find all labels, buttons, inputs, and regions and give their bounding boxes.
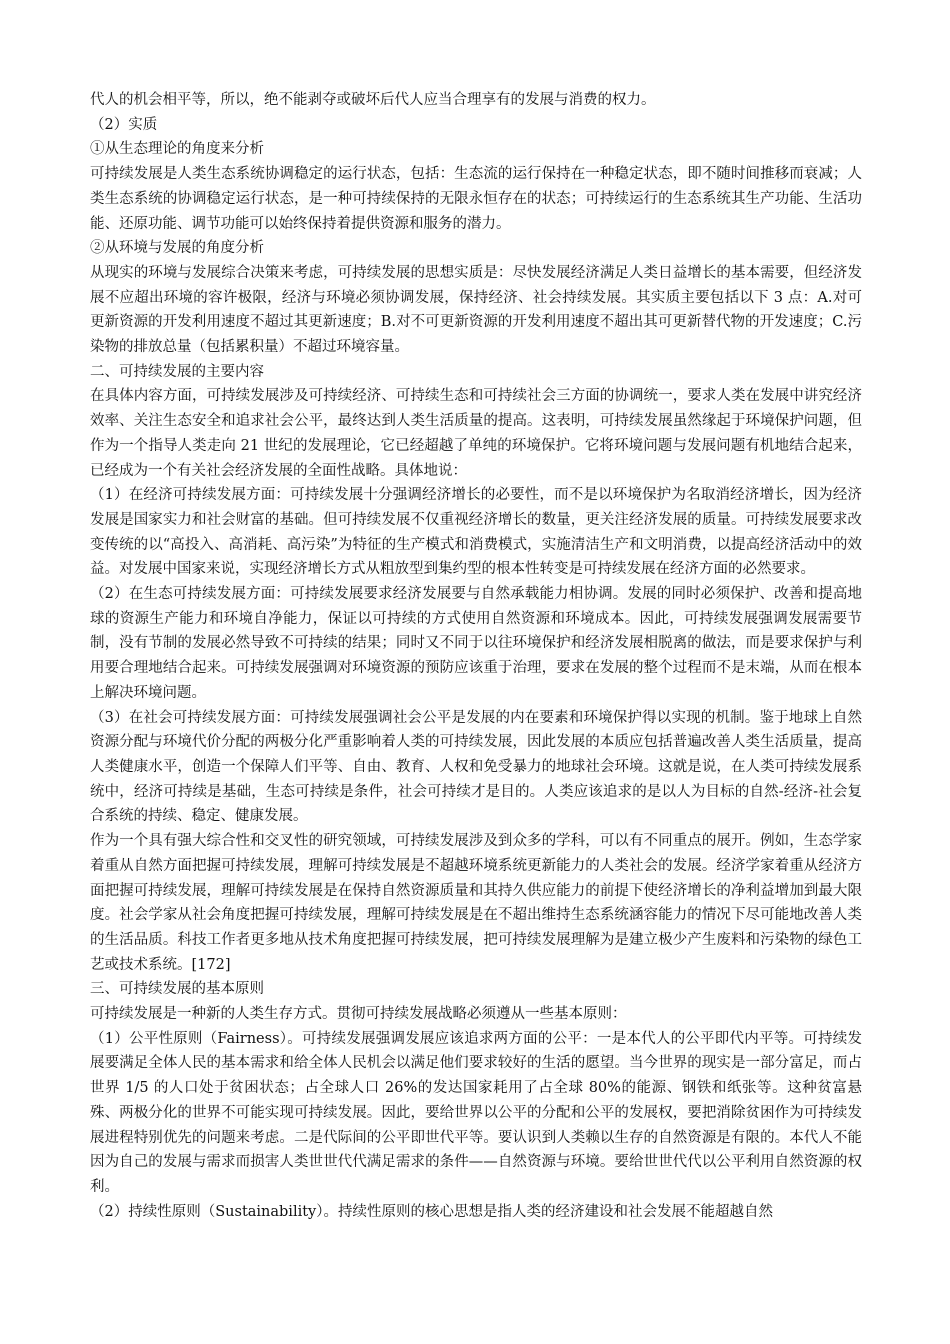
- paragraph-principles-intro: 可持续发展是一种新的人类生存方式。贯彻可持续发展战略必须遵从一些基本原则：: [90, 1006, 627, 1023]
- paragraph-economic-sustainability: （1）在经济可持续发展方面：可持续发展十分强调经济增长的必要性，而不是以环境保护为名取消经济增长，因为经济发展是国家实力和社会财富的基础。但可持续发展不仅重视经济增长的数量，更关注经济发展的质量。可持续发展要求改变传统的以“高投入、高消耗、高污染”为特征的生产模式和消费模式，实施清洁生产和文明消费，以提高经济活动中的效益。对发展中国家来说，实现经济增长方式从粗放型到集约型的根本性转变是可持续发展在经济方面的必然要求。: [90, 487, 862, 578]
- paragraph-intro-continuation: 代人的机会相平等，所以，绝不能剥夺或破坏后代人应当合理享有的发展与消费的权力。: [90, 92, 656, 108]
- paragraph-fairness-principle: （1）公平性原则（Fairness）。可持续发展强调发展应该追求两方面的公平：一是本代人的公平即代内平等。可持续发展要满足全体人民的基本需求和给全体人民机会以满足他们要求较好的生活的愿望。当今世界的现实是一部分富足，而占世界 1/5 的人口处于贫困状态；占全球人口 26%的发达国家耗用了占全球 80%的能源、钢铁和纸张等。这种贫富悬殊、两极分化的世界不可能实现可持续发展。因此，要给世界以公平的分配和公平的发展权，要把消除贫困作为可持续发展进程特别优先的问题来考虑。二是代际间的公平即世代平等。要认识到人类赖以生存的自然资源是有限的。本代人不能因为自己的发展与需求而损害人类世世代代满足需求的条件——自然资源与环境。要给世世代代以公平利用自然资源的权利。: [90, 1030, 862, 1195]
- heading-basic-principles: 三、可持续发展的基本原则: [90, 981, 264, 998]
- paragraph-ecology-analysis: 可持续发展是人类生态系统协调稳定的运行状态，包括：生态流的运行保持在一种稳定状态，即不随时间推移而衰减；人类生态系统的协调稳定运行状态，是一种可持续保持的无限永恒存在的状态；可持续运行的生态系统其生产功能、生活功能、还原功能、调节功能可以始终保持着提供资源和服务的潜力。: [90, 166, 862, 232]
- paragraph-disciplinary-views: 作为一个具有强大综合性和交叉性的研究领域，可持续发展涉及到众多的学科，可以有不同重点的展开。例如，生态学家着重从自然方面把握可持续发展，理解可持续发展是不超越环境系统更新能力的人类社会的发展。经济学家着重从经济方面把握可持续发展，理解可持续发展是在保持自然资源质量和其持久供应能力的前提下使经济增长的净利益增加到最大限度。社会学家从社会角度把握可持续发展，理解可持续发展是在不超出维持生态系统涵容能力的情况下尽可能地改善人类的生活品质。科技工作者更多地从技术角度把握可持续发展，把可持续发展理解为是建立极少产生废料和污染物的绿色工艺或技术系统。[172]: [90, 833, 862, 973]
- heading-main-content: 二、可持续发展的主要内容: [90, 363, 264, 380]
- heading-essence: （2）实质: [90, 116, 158, 133]
- heading-environment-perspective: ②从环境与发展的角度分析: [90, 240, 264, 257]
- paragraph-social-sustainability: （3）在社会可持续发展方面：可持续发展强调社会公平是发展的内在要素和环境保护得以实现的机制。鉴于地球上自然资源分配与环境代价分配的两极分化严重影响着人类的可持续发展，因此发展的本质应包括普遍改善人类生活质量，提高人类健康水平，创造一个保障人们平等、自由、教育、人权和免受暴力的地球社会环境。这就是说，在人类可持续发展系统中，经济可持续是基础，生态可持续是条件，社会可持续才是目的。人类应该追求的是以人为目标的自然-经济-社会复合系统的持续、稳定、健康发展。: [90, 709, 862, 825]
- paragraph-ecological-sustainability: （2）在生态可持续发展方面：可持续发展要求经济发展要与自然承载能力相协调。发展的同时必须保护、改善和提高地球的资源生产能力和环境自净能力，保证以可持续的方式使用自然资源和环境成本。因此，可持续发展强调发展需要节制，没有节制的发展必然导致不可持续的结果；同时又不同于以往环境保护和经济发展相脱离的做法，而是要求保护与利用要合理地结合起来。可持续发展强调对环境资源的预防应该重于治理，要求在发展的整个过程而不是末端，从而在根本上解决环境问题。: [90, 586, 862, 701]
- paragraph-environment-analysis: 从现实的环境与发展综合决策来考虑，可持续发展的思想实质是：尽快发展经济满足人类日益增长的基本需要，但经济发展不应超出环境的容许极限，经济与环境必须协调发展，保持经济、社会持续发展。其实质主要包括以下 3 点：A.对可更新资源的开发利用速度不超过其更新速度；B.对不可更新资源的开发利用速度不超出其可更新替代物的开发速度；C.污染物的排放总量（包括累积量）不超过环境容量。: [90, 264, 862, 356]
- document-page: [90, 88, 862, 1224]
- paragraph-content-overview: 在具体内容方面，可持续发展涉及可持续经济、可持续生态和可持续社会三方面的协调统一，要求人类在发展中讲究经济效率、关注生态安全和追求社会公平，最终达到人类生活质量的提高。这表明，可持续发展虽然缘起于环境保护问题，但作为一个指导人类走向 21 世纪的发展理论，它已经超越了单纯的环境保护。它将环境问题与发展问题有机地结合起来，已经成为一个有关社会经济发展的全面性战略。具体地说：: [90, 388, 862, 479]
- heading-ecology-perspective: ①从生态理论的角度来分析: [90, 141, 264, 158]
- paragraph-sustainability-principle: （2）持续性原则（Sustainability）。持续性原则的核心思想是指人类的经济建设和社会发展不能超越自然: [90, 1203, 773, 1220]
